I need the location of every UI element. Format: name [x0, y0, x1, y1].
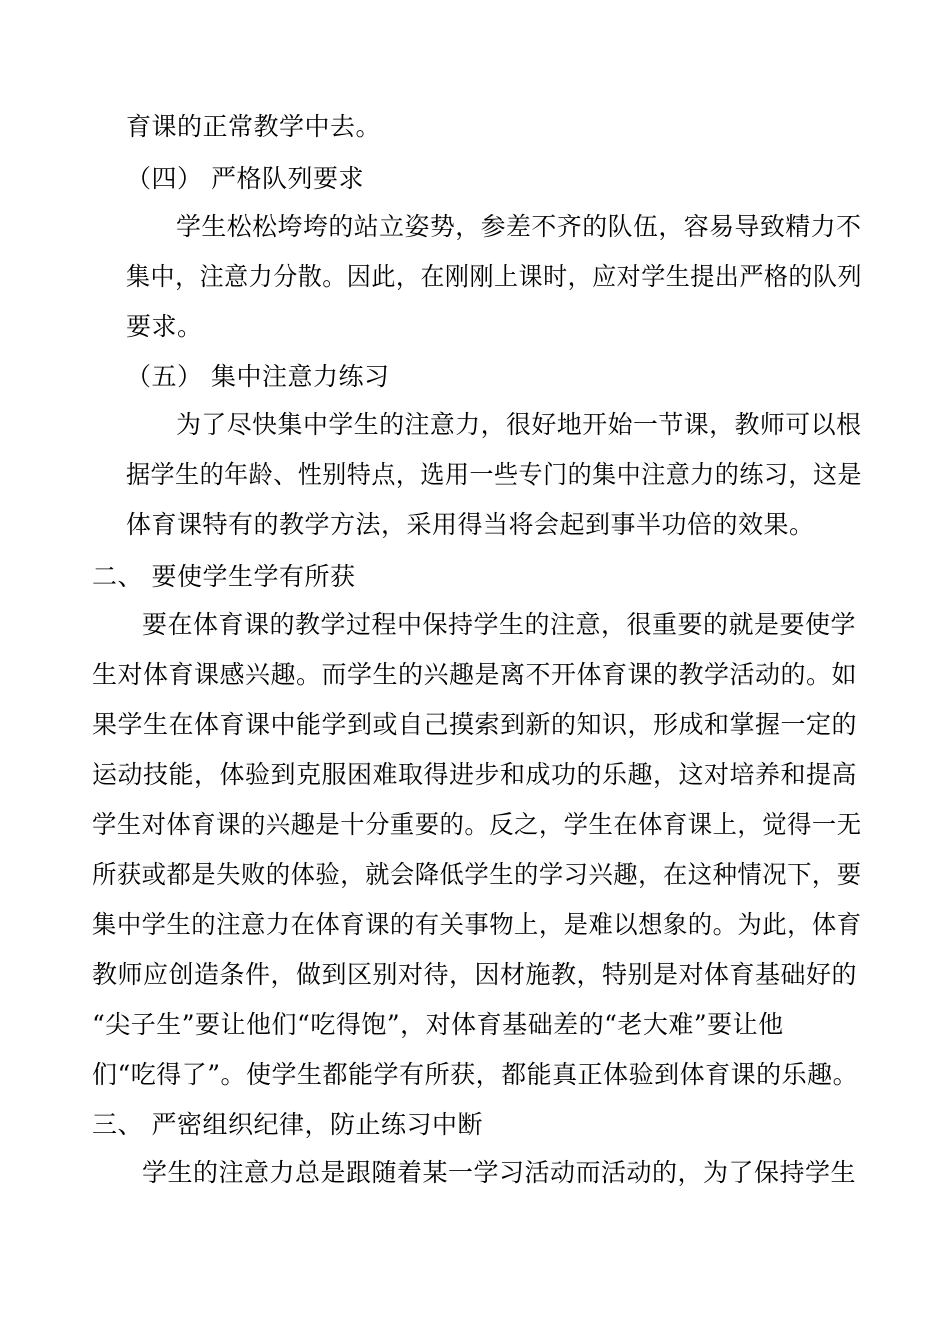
text-line: “尖子生”要让他们“吃得饱”，对体育基础差的“老大难”要让他 [92, 1010, 784, 1039]
paragraph-first-line: 学生的注意力总是跟随着某一学习活动而活动的，为了保持学生 [142, 1158, 857, 1187]
paragraph-first-line: 为了尽快集中学生的注意力，很好地开始一节课，教师可以根 [176, 410, 862, 439]
section-heading: 二、 要使学生学有所获 [92, 562, 356, 591]
text-line: 体育课特有的教学方法，采用得当将会起到事半功倍的效果。 [126, 510, 815, 539]
text-line: 要求。 [126, 312, 203, 341]
text-line: 集中学生的注意力在体育课的有关事物上，是难以想象的。为此，体育 [92, 910, 862, 939]
subsection-heading: （五） 集中注意力练习 [126, 362, 390, 391]
text-line: 生对体育课感兴趣。而学生的兴趣是离不开体育课的教学活动的。如 [92, 660, 858, 689]
text-line: 集中，注意力分散。因此，在刚刚上课时，应对学生提出严格的队列 [126, 262, 863, 291]
paragraph-first-line: 学生松松垮垮的站立姿势，参差不齐的队伍，容易导致精力不 [176, 212, 862, 241]
text-line: 据学生的年龄、性别特点，选用一些专门的集中注意力的练习，这是 [126, 460, 863, 489]
text-line: 教师应创造条件，做到区别对待，因材施教，特别是对体育基础好的 [92, 960, 858, 989]
text-line: 们“吃得了”。使学生都能学有所获，都能真正体验到体育课的乐趣。 [92, 1060, 859, 1089]
text-line: 果学生在体育课中能学到或自己摸索到新的知识，形成和掌握一定的 [92, 710, 858, 739]
subsection-heading: （四） 严格队列要求 [126, 164, 364, 193]
section-heading: 三、 严密组织纪律，防止练习中断 [92, 1110, 483, 1139]
paragraph-first-line: 要在体育课的教学过程中保持学生的注意，很重要的就是要使学 [142, 610, 857, 639]
text-line: 育课的正常教学中去。 [126, 112, 382, 141]
text-line: 所获或都是失败的体验，就会降低学生的学习兴趣，在这种情况下，要 [92, 860, 862, 889]
text-line: 学生对体育课的兴趣是十分重要的。反之，学生在体育课上，觉得一无 [92, 810, 862, 839]
text-line: 运动技能，体验到克服困难取得进步和成功的乐趣，这对培养和提高 [92, 760, 858, 789]
